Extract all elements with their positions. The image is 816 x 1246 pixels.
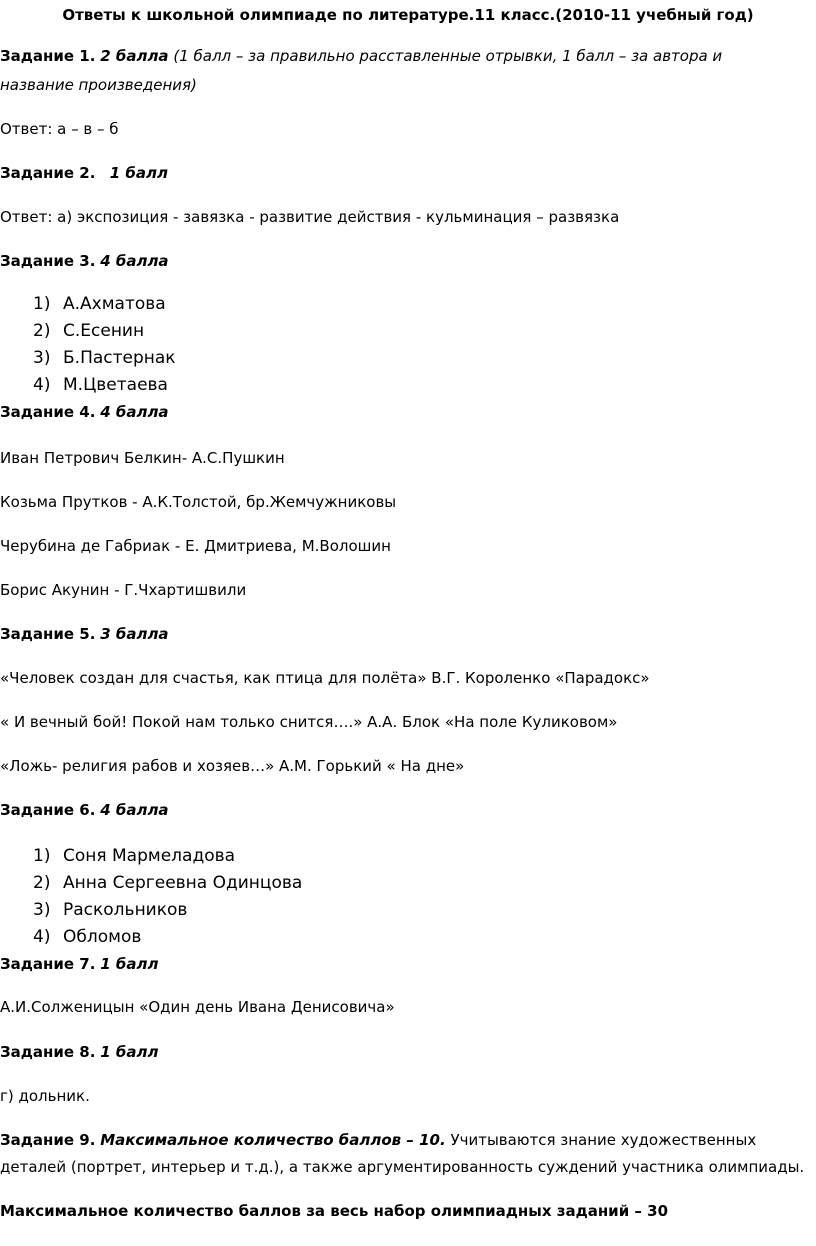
list-item xyxy=(33,924,302,951)
task1-note-line1: (1 балл – за правильно расставленные отрывки, 1 балл – за автора и xyxy=(173,47,723,65)
task5-heading xyxy=(0,624,169,644)
task3-points: 4 балла xyxy=(100,252,169,270)
task6-points: 4 балла xyxy=(100,801,169,819)
task6-heading xyxy=(0,800,169,820)
list-item-text: Раскольников xyxy=(63,900,188,920)
task7-points: 1 балл xyxy=(100,955,159,973)
list-item-number: 2) xyxy=(33,873,51,893)
list-item xyxy=(33,318,176,345)
task4-label: Задание 4. xyxy=(0,403,96,421)
list-item-text: Анна Сергеевна Одинцова xyxy=(63,873,303,893)
task2-label: Задание 2. xyxy=(0,164,96,182)
list-item xyxy=(33,372,176,399)
list-item-text: Б.Пастернак xyxy=(63,348,176,368)
list-item xyxy=(33,345,176,372)
list-item xyxy=(33,870,302,897)
list-item-number: 1) xyxy=(33,294,51,314)
list-item-number: 4) xyxy=(33,375,51,395)
task2-points: 1 балл xyxy=(109,164,168,182)
task4-line: Черубина де Габриак - Е. Дмитриева, М.Волошин xyxy=(0,537,391,555)
task1-points: 2 балла xyxy=(100,47,169,65)
task3-list xyxy=(33,291,176,399)
task4-heading xyxy=(0,402,169,422)
list-item xyxy=(33,291,176,318)
task5-line: « И вечный бой! Покой нам только снится….» А.А. Блок «На поле Куликовом» xyxy=(0,713,618,731)
task9-label: Задание 9. xyxy=(0,1131,96,1149)
task3-heading xyxy=(0,251,169,271)
task9-text-line1: Учитываются знание художественных xyxy=(445,1131,757,1149)
task4-line: Иван Петрович Белкин- А.С.Пушкин xyxy=(0,449,285,467)
task4-line: Борис Акунин - Г.Чхартишвили xyxy=(0,581,247,599)
list-item-number: 2) xyxy=(33,321,51,341)
list-item-number: 1) xyxy=(33,846,51,866)
task4-line: Козьма Прутков - А.К.Толстой, бр.Жемчужниковы xyxy=(0,493,397,511)
task9-heading xyxy=(0,1130,756,1150)
task9-text-line2: деталей (портрет, интерьер и т.д.), а также аргументированность суждений участника олимпиады. xyxy=(0,1158,805,1176)
total-score: Максимальное количество баллов за весь набор олимпиадных заданий – 30 xyxy=(0,1202,669,1220)
list-item-number: 4) xyxy=(33,927,51,947)
task1-note-line2: название произведения) xyxy=(0,76,197,94)
task8-points: 1 балл xyxy=(100,1043,159,1061)
task5-points: 3 балла xyxy=(100,625,169,643)
task7-answer: А.И.Солженицын «Один день Ивана Денисовича» xyxy=(0,998,395,1016)
task2-answer: Ответ: а) экспозиция - завязка - развитие действия - кульминация – развязка xyxy=(0,208,620,226)
list-item-text: М.Цветаева xyxy=(63,375,168,395)
task5-line: «Ложь- религия рабов и хозяев…» А.М. Горький « На дне» xyxy=(0,757,465,775)
task7-heading xyxy=(0,954,158,974)
task2-heading xyxy=(0,163,168,183)
list-item xyxy=(33,897,302,924)
list-item xyxy=(33,843,302,870)
task1-heading xyxy=(0,46,722,66)
task7-label: Задание 7. xyxy=(0,955,96,973)
task6-list xyxy=(33,843,302,951)
task1-answer: Ответ: а – в – б xyxy=(0,120,119,138)
task6-label: Задание 6. xyxy=(0,801,96,819)
list-item-text: С.Есенин xyxy=(63,321,145,341)
list-item-text: Обломов xyxy=(63,927,142,947)
task3-label: Задание 3. xyxy=(0,252,96,270)
task9-points: Максимальное количество баллов – 10. xyxy=(100,1131,446,1149)
document-title: Ответы к школьной олимпиаде по литературе.11 класс.(2010-11 учебный год) xyxy=(62,6,754,24)
list-item-text: А.Ахматова xyxy=(63,294,166,314)
task4-points: 4 балла xyxy=(100,403,169,421)
task5-label: Задание 5. xyxy=(0,625,96,643)
task8-answer: г) дольник. xyxy=(0,1087,90,1105)
task8-heading xyxy=(0,1042,158,1062)
task1-label: Задание 1. xyxy=(0,47,96,65)
task8-label: Задание 8. xyxy=(0,1043,96,1061)
list-item-number: 3) xyxy=(33,348,51,368)
task5-line: «Человек создан для счастья, как птица для полёта» В.Г. Короленко «Парадокс» xyxy=(0,669,650,687)
list-item-text: Соня Мармеладова xyxy=(63,846,236,866)
list-item-number: 3) xyxy=(33,900,51,920)
